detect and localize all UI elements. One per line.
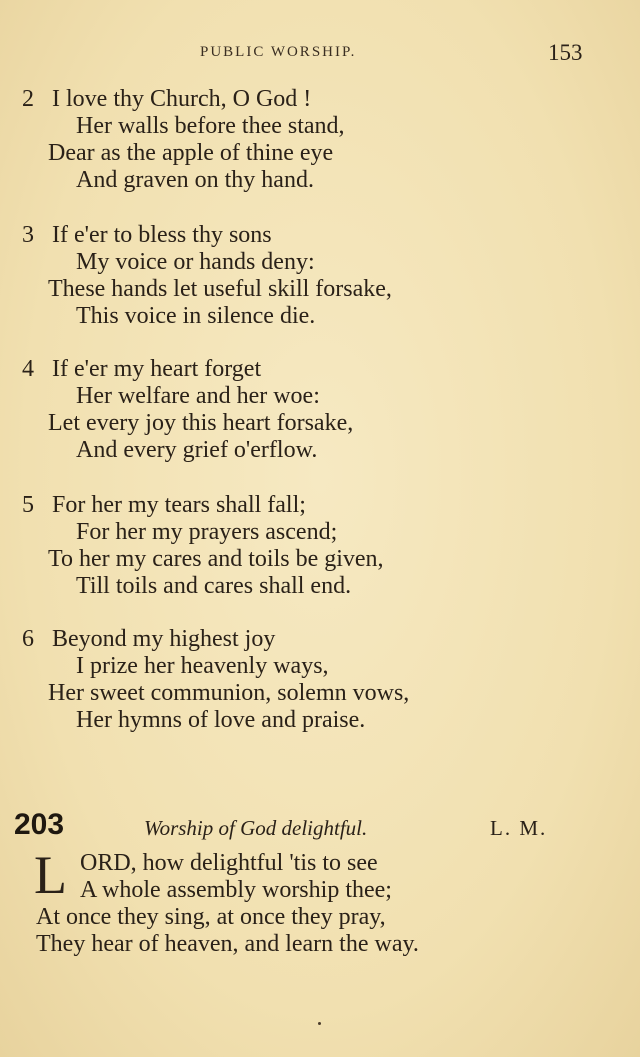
stanza-line	[0, 356, 620, 383]
running-header: PUBLIC WORSHIP.	[200, 44, 357, 60]
stanza-line: These hands let useful skill forsake,	[48, 276, 392, 302]
stanza-line-text: I love thy Church, O God !	[52, 86, 312, 112]
stanza-line-text: If e'er my heart forget	[52, 356, 262, 382]
stanza-line: I prize her heavenly ways,	[76, 653, 329, 679]
stanza-line: For her my prayers ascend;	[76, 519, 338, 545]
stanza-number: 4	[22, 356, 34, 382]
stanza-number: 6	[22, 626, 34, 652]
stanza-line: And every grief o'erflow.	[76, 437, 318, 463]
drop-cap: L	[34, 845, 67, 905]
stanza-line	[0, 222, 620, 249]
stanza-number: 3	[22, 222, 34, 248]
stanza-line: And graven on thy hand.	[76, 167, 314, 193]
first-word: ORD,	[80, 850, 137, 876]
hymn-meter: L. M.	[490, 816, 548, 840]
stanza-number: 2	[22, 86, 34, 112]
stanza-line: Dear as the apple of thine eye	[48, 140, 334, 166]
stanza-6	[0, 626, 620, 734]
hymn-203-stanza	[0, 845, 620, 958]
stanza-line: My voice or hands deny:	[76, 249, 315, 275]
stanza-line: To her my cares and toils be given,	[48, 546, 384, 572]
stanza-5	[0, 492, 620, 600]
stanza-line-text: For her my tears shall fall;	[52, 492, 306, 518]
stanza-line: This voice in silence die.	[76, 303, 316, 329]
stanza-line-text: how delightful 'tis to see	[136, 850, 378, 876]
stanza-line	[0, 492, 620, 519]
stanza-line: They hear of heaven, and learn the way.	[36, 931, 419, 957]
stanza-4	[0, 356, 620, 464]
hymn-title: Worship of God delightful.	[144, 816, 368, 840]
stanza-line: Her sweet communion, solemn vows,	[48, 680, 410, 706]
page-number: 153	[548, 40, 583, 65]
stanza-line	[0, 850, 620, 877]
stanza-line-text: Beyond my highest joy	[52, 626, 276, 652]
stanza-2	[0, 86, 620, 194]
hymn-number: 203	[14, 808, 65, 841]
stanza-line-text: If e'er to bless thy sons	[52, 222, 272, 248]
stanza-3	[0, 222, 620, 330]
print-speck	[318, 1022, 321, 1025]
stanza-line: Her hymns of love and praise.	[76, 707, 366, 733]
stanza-line: Her walls before thee stand,	[76, 113, 345, 139]
stanza-line: Till toils and cares shall end.	[76, 573, 352, 599]
stanza-line	[0, 626, 620, 653]
stanza-line: Let every joy this heart forsake,	[48, 410, 354, 436]
stanza-line: Her welfare and her woe:	[76, 383, 320, 409]
stanza-number: 5	[22, 492, 34, 518]
hymn-heading	[0, 808, 620, 842]
stanza-line	[0, 86, 620, 113]
stanza-line: A whole assembly worship thee;	[80, 877, 392, 903]
stanza-line: At once they sing, at once they pray,	[36, 904, 386, 930]
